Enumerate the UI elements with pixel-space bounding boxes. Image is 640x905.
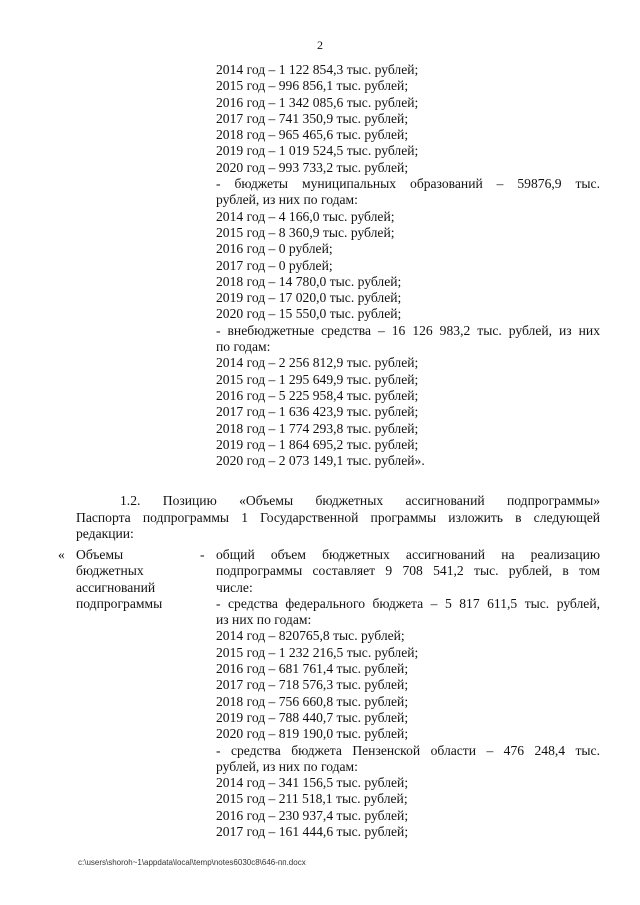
text-line: из них по годам: — [216, 612, 312, 628]
text-line: 2014 год – 820765,8 тыс. рублей; — [216, 628, 405, 644]
text-line: 2017 год – 718 576,3 тыс. рублей; — [216, 677, 409, 693]
page-number: 2 — [317, 38, 323, 52]
text-line: 2016 год – 5 225 958,4 тыс. рублей; — [216, 387, 419, 403]
text-line: 2014 год – 4 166,0 тыс. рублей; — [216, 208, 395, 224]
file-path-footer: c:\users\shoroh~1\appdata\local\temp\notes6030c8\646-пп.docx — [78, 858, 306, 867]
text-line: бюджетных — [76, 563, 144, 579]
text-line: 2014 год – 341 156,5 тыс. рублей; — [216, 775, 409, 791]
text-line: 1.2. Позицию «Объемы бюджетных ассигнований подпрограммы» — [120, 493, 600, 508]
text-line: 2018 год – 14 780,0 тыс. рублей; — [216, 273, 402, 289]
text-line: числе: — [216, 579, 253, 595]
funding-years-block-1 — [216, 62, 600, 469]
text-line: рублей, из них по годам: — [216, 758, 358, 774]
text-line: рублей, из них по годам: — [216, 192, 358, 208]
text-line: Паспорта подпрограммы 1 Государственной программы изложить в следующей — [76, 509, 600, 525]
text-line: 2018 год – 1 774 293,8 тыс. рублей; — [216, 420, 419, 436]
text-line: 2014 год – 2 256 812,9 тыс. рублей; — [216, 355, 419, 371]
text-line: 2020 год – 819 190,0 тыс. рублей; — [216, 726, 409, 742]
amendment-paragraph — [76, 493, 600, 543]
text-line: - бюджеты муниципальных образований – 59876,9 тыс. — [216, 176, 600, 192]
text-line: 2017 год – 161 444,6 тыс. рублей; — [216, 824, 409, 840]
opening-quote-mark: « — [58, 547, 65, 562]
text-line: 2020 год – 993 733,2 тыс. рублей; — [216, 159, 409, 175]
text-line: 2016 год – 681 761,4 тыс. рублей; — [216, 661, 409, 677]
label-dash: - — [200, 547, 205, 562]
text-line: 2017 год – 741 350,9 тыс. рублей; — [216, 110, 409, 126]
text-line: 2015 год – 1 232 216,5 тыс. рублей; — [216, 644, 419, 660]
text-line: 2016 год – 230 937,4 тыс. рублей; — [216, 807, 409, 823]
text-line: 2019 год – 1 864 695,2 тыс. рублей; — [216, 436, 419, 452]
text-line: 2020 год – 15 550,0 тыс. рублей; — [216, 306, 402, 322]
text-line: 2018 год – 756 660,8 тыс. рублей; — [216, 693, 409, 709]
text-line: 2017 год – 0 рублей; — [216, 257, 333, 273]
text-line: Объемы — [76, 547, 124, 562]
text-line: 2016 год – 1 342 085,6 тыс. рублей; — [216, 94, 419, 110]
text-line: 2017 год – 1 636 423,9 тыс. рублей; — [216, 404, 419, 420]
text-line: общий объем бюджетных ассигнований на реализацию — [216, 547, 600, 562]
text-line: - внебюджетные средства – 16 126 983,2 тыс. рублей, из них — [216, 322, 600, 338]
text-line: 2019 год – 17 020,0 тыс. рублей; — [216, 290, 402, 306]
text-line: 2019 год – 1 019 524,5 тыс. рублей; — [216, 143, 419, 159]
text-line: подпрограммы — [76, 595, 163, 611]
text-line: 2018 год – 965 465,6 тыс. рублей; — [216, 127, 409, 143]
text-line: - средства бюджета Пензенской области – 476 248,4 тыс. — [216, 742, 600, 758]
text-line: 2015 год – 996 856,1 тыс. рублей; — [216, 78, 409, 94]
text-line: - средства федерального бюджета – 5 817 611,5 тыс. рублей, — [216, 595, 600, 611]
text-line: 2015 год – 8 360,9 тыс. рублей; — [216, 224, 395, 240]
funding-years-block-2 — [216, 547, 600, 840]
text-line: редакции: — [76, 526, 134, 542]
text-line: 2015 год – 211 518,1 тыс. рублей; — [216, 791, 408, 807]
text-line: 2020 год – 2 073 149,1 тыс. рублей». — [216, 453, 425, 469]
text-line: по годам: — [216, 339, 271, 355]
budget-allocations-label — [76, 547, 196, 612]
text-line: 2014 год – 1 122 854,3 тыс. рублей; — [216, 62, 419, 77]
text-line: 2019 год – 788 440,7 тыс. рублей; — [216, 709, 409, 725]
text-line: 2016 год – 0 рублей; — [216, 241, 333, 257]
text-line: ассигнований — [76, 579, 156, 595]
text-line: подпрограммы составляет 9 708 541,2 тыс. рублей, в том — [216, 563, 600, 579]
text-line: 2015 год – 1 295 649,9 тыс. рублей; — [216, 371, 419, 387]
